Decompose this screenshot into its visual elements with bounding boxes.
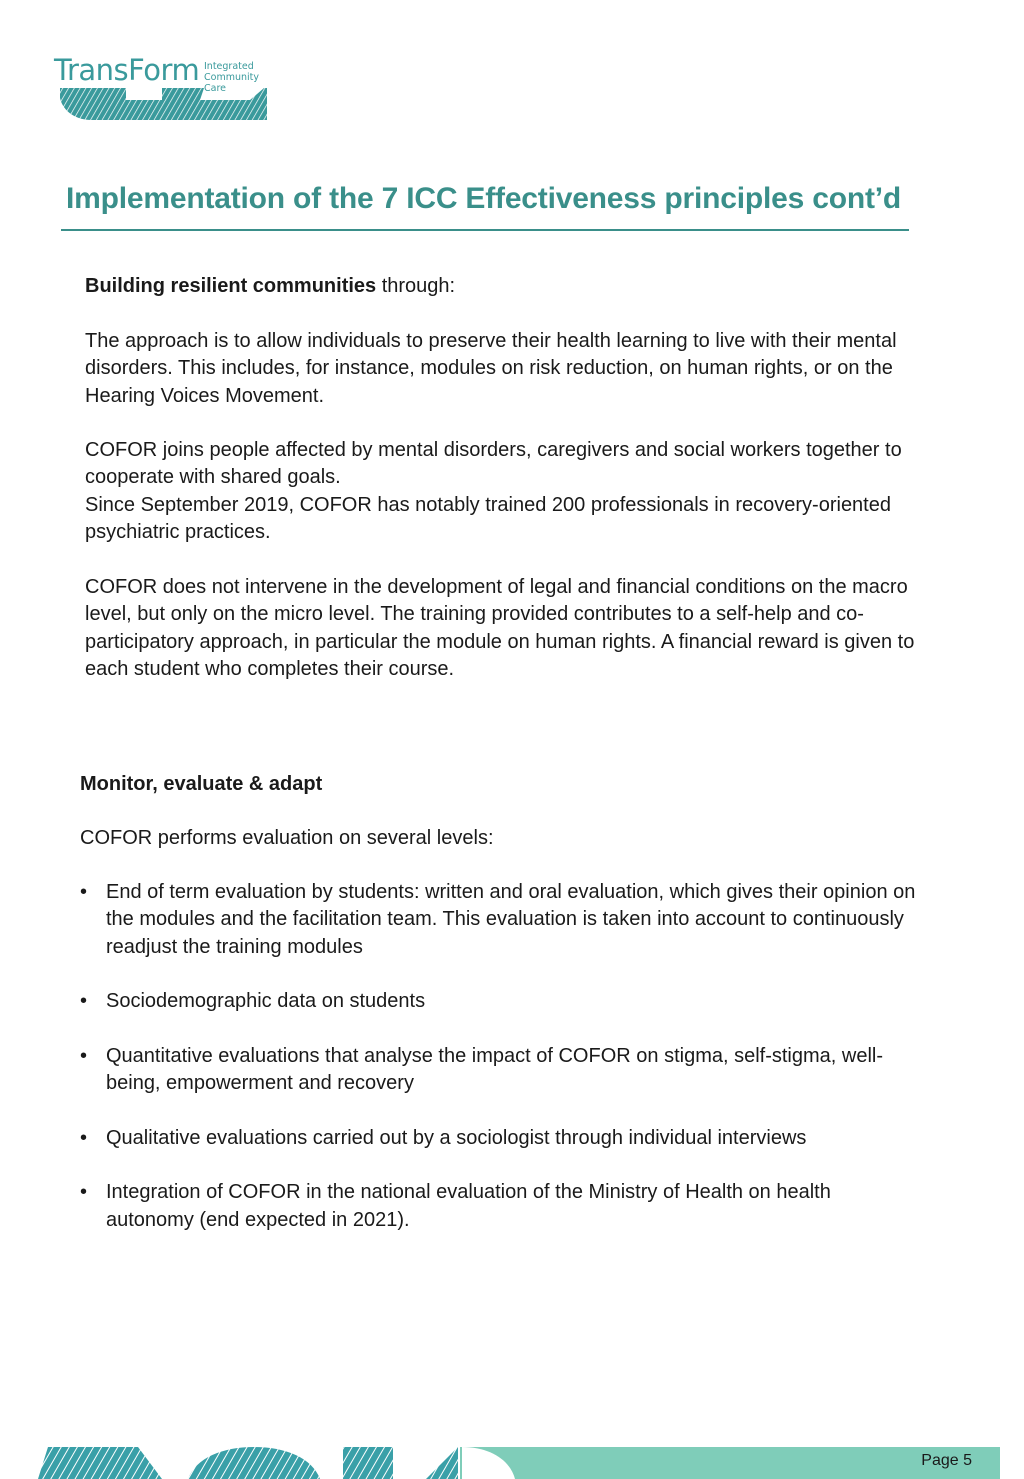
- footer-hatch-shape-1: [38, 1447, 162, 1479]
- footer-hatch-shape-2: [188, 1447, 320, 1479]
- list-item: [80, 1179, 920, 1234]
- section1-paragraph-3: Since September 2019, COFOR has notably trained 200 professionals in recovery-oriented psychiatric practices.: [85, 494, 891, 544]
- list-item-text: Integration of COFOR in the national evaluation of the Ministry of Health on health autonomy (end expected in 2021).: [106, 1181, 831, 1231]
- bullet-marker: •: [80, 990, 88, 1013]
- section2-intro: COFOR performs evaluation on several levels:: [80, 827, 494, 849]
- bullet-marker: •: [80, 1181, 88, 1204]
- section1-heading-bold: Building resilient communities: [85, 275, 377, 297]
- section1-paragraph-2: COFOR joins people affected by mental disorders, caregivers and social workers together to cooperate with shared goals.: [85, 439, 902, 489]
- list-item-text: Qualitative evaluations carried out by a sociologist through individual interviews: [106, 1126, 807, 1149]
- logo-stripe-graphic: [52, 86, 270, 122]
- logo-sub-line-3: Care: [204, 83, 226, 94]
- transform-logo: [52, 52, 272, 124]
- evaluation-list: [80, 879, 920, 1261]
- footer-hatch-shape-3: [343, 1447, 393, 1479]
- page-number: Page 5: [921, 1452, 972, 1469]
- section1-heading-rest: through:: [376, 275, 456, 297]
- list-item: [80, 988, 920, 1015]
- logo-sub-line-2: Community: [204, 72, 259, 83]
- footer-band: [460, 1447, 1000, 1479]
- section2-heading: Monitor, evaluate & adapt: [80, 773, 323, 795]
- list-item: [80, 1043, 920, 1098]
- section1-heading: [85, 273, 925, 300]
- logo-sub-line-1: Integrated: [204, 61, 254, 72]
- page-title: Implementation of the 7 ICC Effectiveness principles cont’d: [66, 182, 902, 215]
- footer-hatch-shape-4: [426, 1447, 458, 1479]
- section1-paragraph-1: The approach is to allow individuals to preserve their health learning to live with their mental disorders. This includes, for instance, modules on risk reduction, on human rights, or on the Hearing Voices Movement.: [85, 330, 897, 407]
- logo-brand-text: TransForm: [54, 53, 200, 87]
- section1-paragraph-4: COFOR does not intervene in the development of legal and financial conditions on the macro level, but only on the micro level. The training provided contributes to a self-help and co-participatory approach, in particular the module on human rights. A financial reward is given to each student who completes their course.: [85, 576, 915, 680]
- list-item-text: End of term evaluation by students: written and oral evaluation, which gives their opinion on the modules and the facilitation team. This evaluation is taken into account to continuously readjust the training modules: [106, 881, 916, 958]
- list-item-text: Sociodemographic data on students: [106, 990, 426, 1013]
- bullet-marker: •: [80, 1044, 88, 1067]
- title-underline: [61, 229, 909, 231]
- bullet-marker: •: [80, 881, 88, 903]
- list-item: [80, 879, 920, 961]
- footer-decoration: [0, 1440, 1024, 1479]
- list-item: [80, 1125, 920, 1152]
- bullet-marker: •: [80, 1126, 88, 1149]
- list-item-text: Quantitative evaluations that analyse the impact of COFOR on stigma, self-stigma, well-being, empowerment and recovery: [106, 1044, 884, 1095]
